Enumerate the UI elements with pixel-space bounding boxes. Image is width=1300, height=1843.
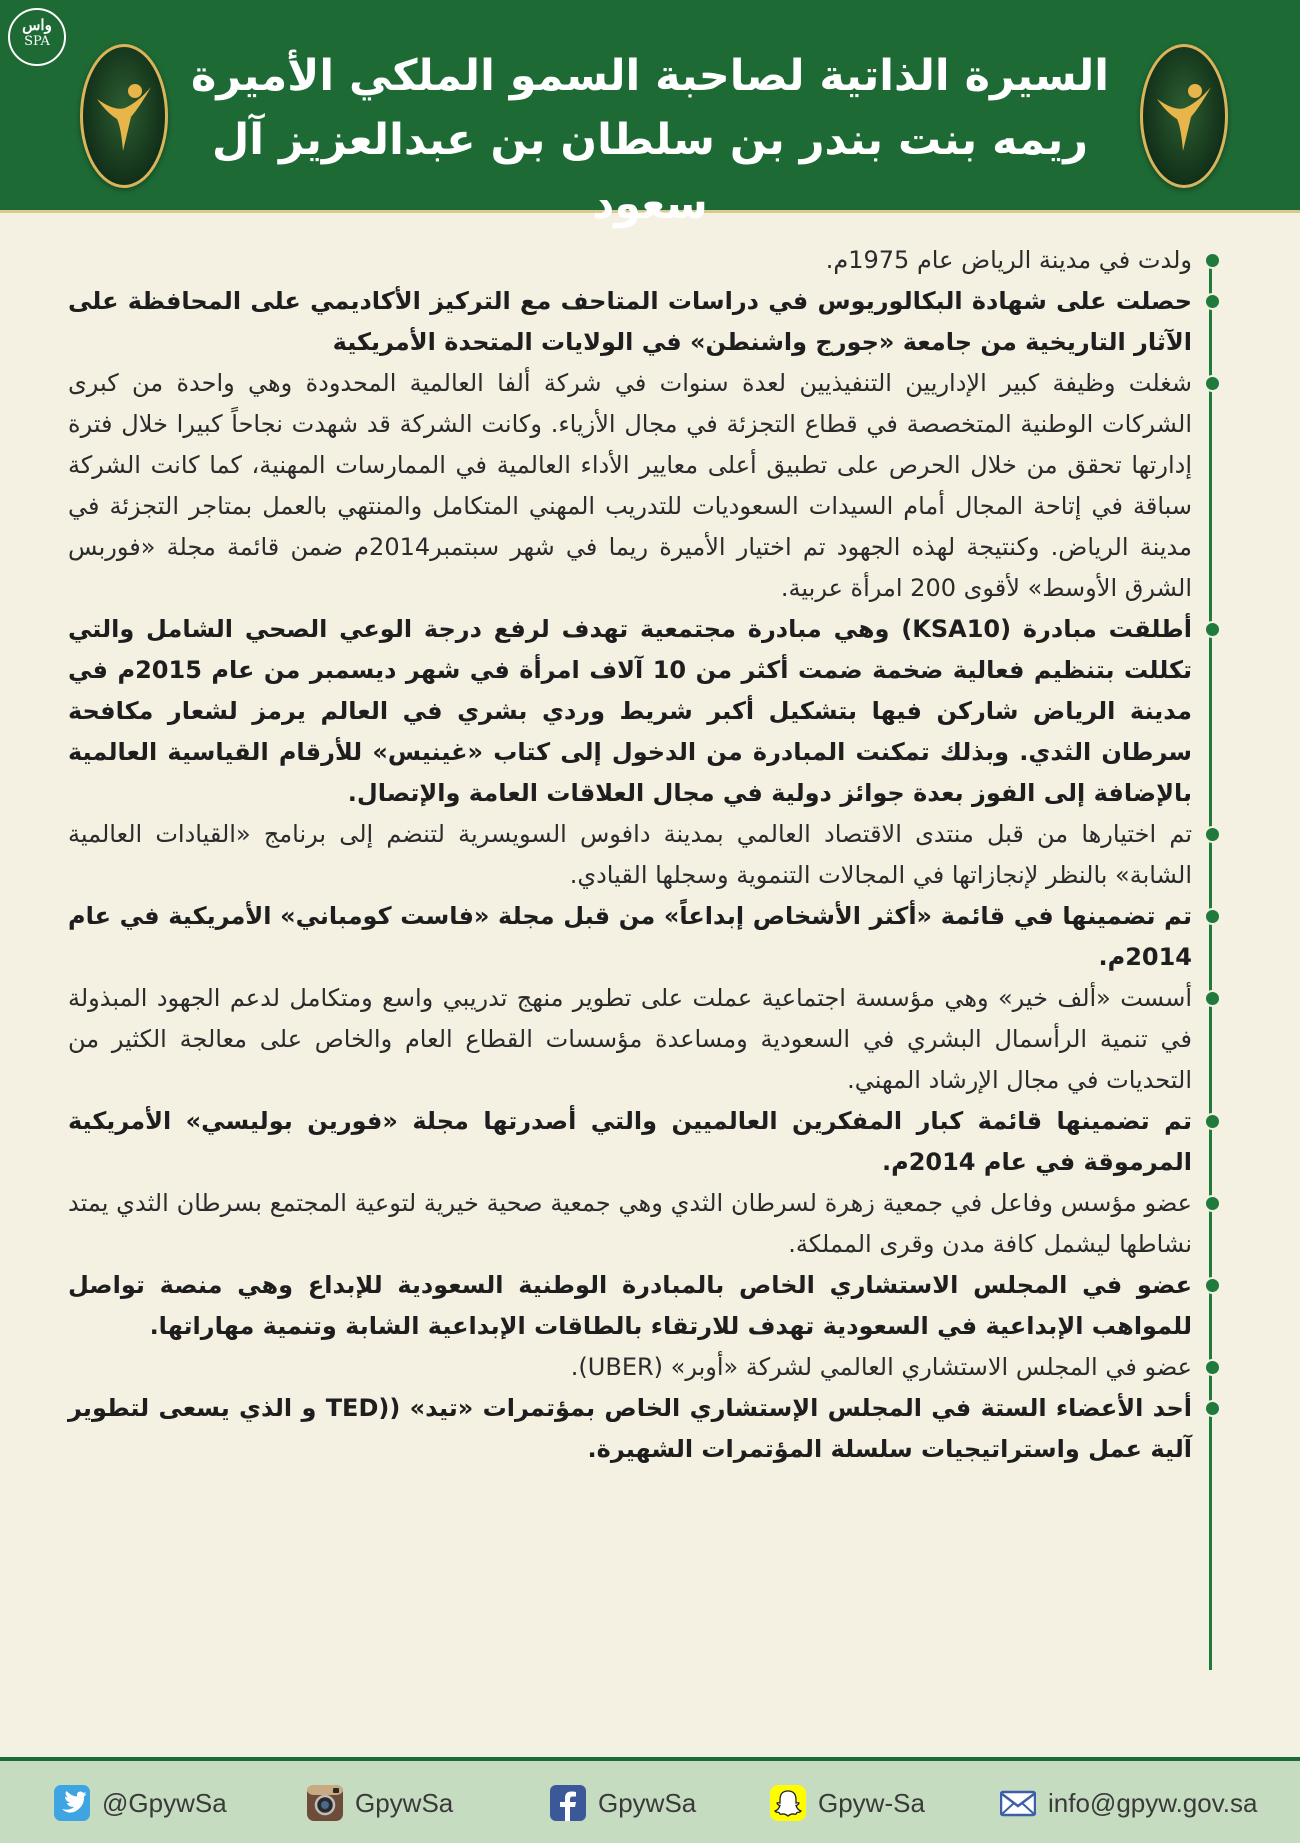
timeline-line (1209, 260, 1212, 1670)
timeline-bullet (1204, 621, 1221, 638)
timeline-bullet (1204, 1277, 1221, 1294)
timeline-bullet (1204, 826, 1221, 843)
email-address: info@gpyw.gov.sa (1048, 1787, 1258, 1818)
biography-entry (68, 814, 1192, 896)
spa-logo-latin: SPA (24, 34, 50, 49)
mail-icon (1000, 1785, 1036, 1821)
twitter-handle: @GpywSa (102, 1787, 227, 1818)
biography-entry (68, 1183, 1192, 1265)
timeline-bullet (1204, 375, 1221, 392)
twitter-link[interactable] (54, 1783, 227, 1823)
spa-logo (8, 8, 66, 66)
footer-contacts (0, 1757, 1300, 1843)
biography-entry-text: عضو في المجلس الاستشاري العالمي لشركة «أوبر» (UBER). (570, 1353, 1192, 1381)
biography-list (68, 240, 1192, 1470)
biography-entry-text: تم تضمينها في قائمة «أكثر الأشخاص إبداعاً» من قبل مجلة «فاست كومباني» الأمريكية في عام 2014م. (68, 902, 1192, 971)
biography-entry-text: تم تضمينها قائمة كبار المفكرين العالميين والتي أصدرتها مجلة «فورين بوليسي» الأمريكية المرموقة في عام 2014م. (68, 1107, 1192, 1176)
timeline-bullet (1204, 293, 1221, 310)
instagram-link[interactable] (307, 1783, 453, 1823)
biography-entry-text: تم اختيارها من قبل منتدى الاقتصاد العالمي بمدينة دافوس السويسرية لتنضم إلى برنامج «القيادات العالمية الشابة» بالنظر لإنجازاتها في المجالات التنموية وسجلها القيادي. (68, 820, 1192, 889)
biography-entry (68, 240, 1192, 281)
timeline-bullet (1204, 1359, 1221, 1376)
biography-entry-text: عضو في المجلس الاستشاري الخاص بالمبادرة الوطنية السعودية للإبداع وهي منصة تواصل للمواهب الإبداعية في السعودية تهدف للارتقاء بالطاقات الإبداعية الشابة وتنمية مهاراتها. (68, 1271, 1192, 1340)
twitter-icon (54, 1785, 90, 1821)
timeline-bullet (1204, 1400, 1221, 1417)
facebook-link[interactable] (550, 1783, 696, 1823)
biography-entry (68, 281, 1192, 363)
timeline-bullet (1204, 990, 1221, 1007)
page-title (190, 44, 1110, 236)
biography-entry (68, 1347, 1192, 1388)
timeline-bullet (1204, 1113, 1221, 1130)
spa-logo-arabic: واس (22, 16, 52, 34)
biography-entry (68, 896, 1192, 978)
snapchat-link[interactable] (770, 1783, 925, 1823)
biography-entry-text: أسست «ألف خير» وهي مؤسسة اجتماعية عملت على تطوير منهج تدريبي واسع ومتكامل لدعم الجهود المبذولة في تنمية الرأسمال البشري في السعودية ومساعدة مؤسسات القطاع العام والخاص على معالجة الكثير من التحديات في مجال الإرشاد المهني. (68, 984, 1192, 1094)
biography-entry-text: أحد الأعضاء الستة في المجلس الإستشاري الخاص بمؤتمرات «تيد» ((TED و الذي يسعى لتطوير آلية عمل واستراتيجيات سلسلة المؤتمرات الشهيرة. (68, 1394, 1193, 1463)
facebook-icon (550, 1785, 586, 1821)
gpyw-emblem-icon (80, 44, 168, 188)
biography-entry-text: أطلقت مبادرة (KSA10) وهي مبادرة مجتمعية تهدف لرفع درجة الوعي الصحي الشامل والتي تكللت بتنظيم فعالية ضخمة ضمت أكثر من 10 آلاف امرأة في شهر ديسمبر من عام 2015م في مدينة الرياض شاركن فيها بتشكيل أكبر شريط وردي بشري في العالم يرمز لشعار مكافحة سرطان الثدي. وبذلك تمكنت المبادرة من الدخول إلى كتاب «غينيس» للأرقام القياسية العالمية بالإضافة إلى الفوز بعدة جوائز دولية في مجال العلاقات العامة والإتصال. (68, 615, 1192, 807)
biography-entry-text: عضو مؤسس وفاعل في جمعية زهرة لسرطان الثدي وهي جمعية صحية خيرية لتوعية المجتمع بسرطان الثدي يمتد نشاطها ليشمل كافة مدن وقرى المملكة. (68, 1189, 1192, 1258)
email-link[interactable] (1000, 1783, 1257, 1823)
biography-entry (68, 978, 1192, 1101)
timeline-bullet (1204, 252, 1221, 269)
biography-entry (68, 363, 1192, 609)
page-title-line-1: السيرة الذاتية لصاحبة السمو الملكي الأميرة (191, 51, 1109, 101)
biography-entry-text: ولدت في مدينة الرياض عام 1975م. (825, 246, 1192, 274)
timeline-bullet (1204, 908, 1221, 925)
biography-content (68, 240, 1228, 1740)
biography-entry-text: حصلت على شهادة البكالوريوس في دراسات المتاحف مع التركيز الأكاديمي على المحافظة على الآثار التاريخية من جامعة «جورج واشنطن» في الولايات المتحدة الأمريكية (68, 287, 1192, 356)
instagram-handle: GpywSa (355, 1787, 454, 1818)
instagram-icon (307, 1785, 343, 1821)
biography-entry (68, 1101, 1192, 1183)
biography-entry (68, 609, 1192, 814)
biography-entry (68, 1388, 1192, 1470)
facebook-handle: GpywSa (598, 1787, 697, 1818)
biography-entry (68, 1265, 1192, 1347)
biography-entry-text: شغلت وظيفة كبير الإداريين التنفيذيين لعدة سنوات في شركة ألفا العالمية المحدودة وهي واحدة من كبرى الشركات الوطنية المتخصصة في قطاع التجزئة في مجال الأزياء. وكانت الشركة قد شهدت نجاحاً كبيرا خلال فترة إدارتها تحقق من خلال الحرص على تطبيق أعلى معايير الأداء العالمية في الممارسات المهنية، كما كانت الشركة سباقة في إتاحة المجال أمام السيدات السعوديات للتدريب المهني المتكامل والمنتهي بالعمل بمتاجر التجزئة في مدينة الرياض. وكنتيجة لهذه الجهود تم اختيار الأميرة ريما في شهر سبتمبر2014م ضمن قائمة مجلة «فوربس الشرق الأوسط» لأقوى 200 امرأة عربية. (68, 369, 1193, 602)
snapchat-handle: Gpyw-Sa (818, 1787, 925, 1818)
page-title-line-2: ريمه بنت بندر بن سلطان بن عبدالعزيز آل سعود (212, 115, 1088, 229)
gpyw-emblem-icon (1140, 44, 1228, 188)
header-banner (0, 0, 1300, 229)
snapchat-icon (770, 1785, 806, 1821)
timeline-bullet (1204, 1195, 1221, 1212)
